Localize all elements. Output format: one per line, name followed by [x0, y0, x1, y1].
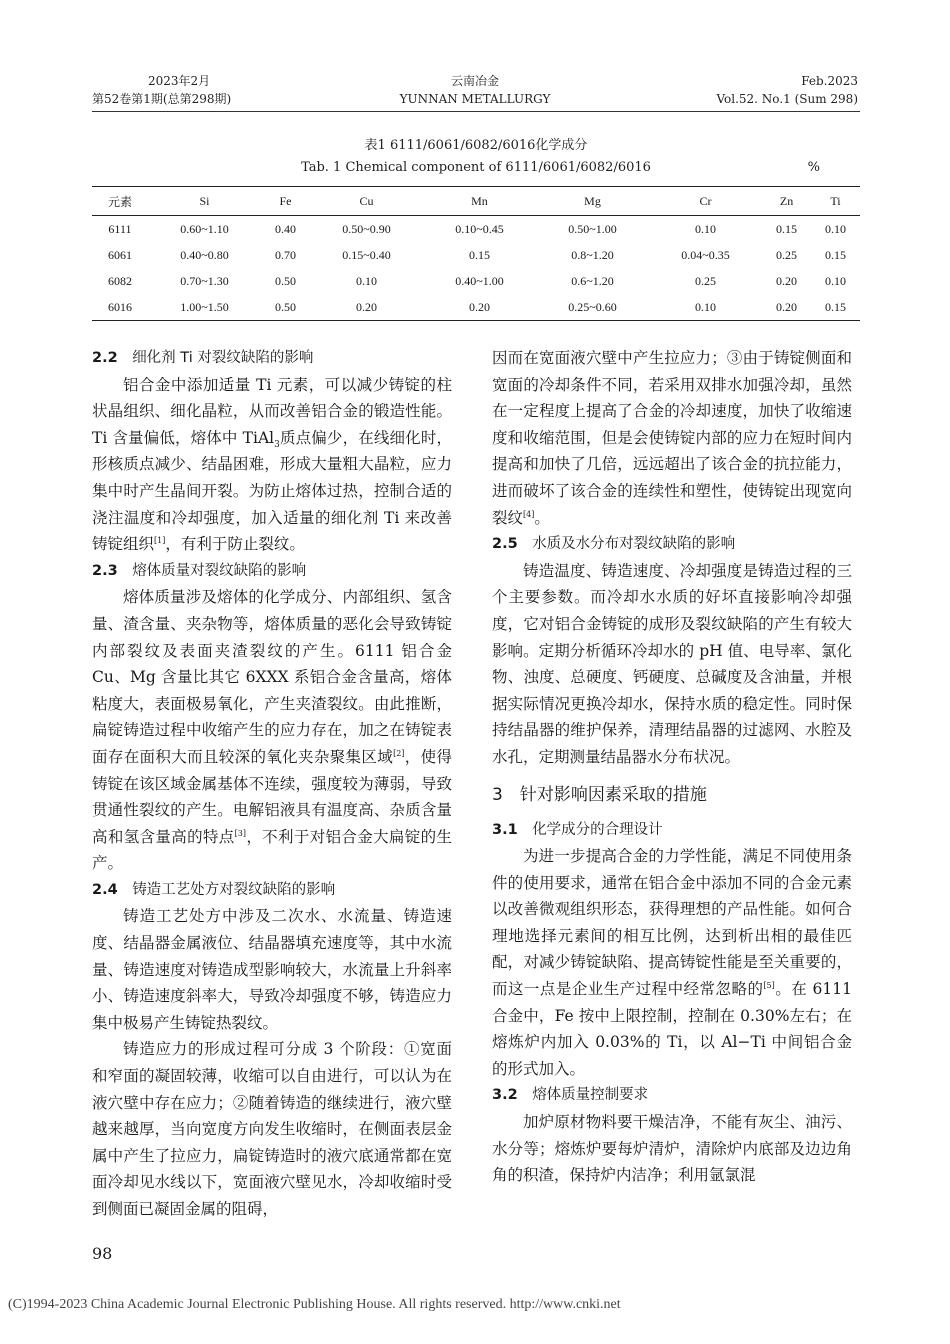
section-2-5-heading: [492, 531, 852, 558]
section-number: 2.2: [92, 350, 118, 366]
section-2-3-heading: [92, 558, 452, 585]
table-cell: 0.50~0.90: [342, 221, 391, 236]
header-rule: [92, 111, 860, 112]
text-run: 。在 6111 合金中，Fe 按中上限控制，控制在 0.30%左右；在熔炼炉内加入 0.03%的 Ti，以 Al−Ti 中间铝合金的形式加入。: [492, 980, 852, 1078]
section-title: 铸造工艺处方对裂纹缺陷的影响: [132, 881, 336, 898]
paragraph: [492, 345, 852, 531]
table-cell: 0.15: [825, 299, 846, 314]
col-header: Cr: [699, 193, 712, 208]
table-cell: 0.40: [274, 221, 296, 236]
table-caption-cn: 表1 6111/6061/6082/6016化学成分: [364, 138, 588, 153]
text-run: 因而在宽面液穴壁中产生拉应力；③由于铸锭侧面和宽面的冷却条件不同，若采用双排水加强冷却，虽然在一定程度上提高了合金的冷却速度，加快了收缩速度和收缩范围，但是会使铸锭内部的应力在短时间内提高和加快了几倍，远远超出了该合金的抗拉能力，进而破坏了该合金的连续性和塑性，使铸锭出现宽向裂纹: [492, 349, 852, 527]
text-run: ，使得铸锭在该区域金属基体不连续，强度较为薄弱，导致贯通性裂纹的产生。电解铝液具有温度高、杂质含量高和氢含量高的特点: [92, 747, 452, 846]
col-header: Mg: [584, 193, 601, 208]
table-cell: 0.15: [776, 221, 798, 236]
table-cell: 0.10~0.45: [455, 221, 504, 236]
table-cell: 6082: [107, 273, 132, 288]
section-3-1-heading: [492, 817, 852, 844]
table-cell: 1.00~1.50: [180, 299, 229, 314]
text-run: 质点偏少，在线细化时，形核质点减少、结晶困难，形成大量粗大晶粒，应力集中时产生晶间开裂。为防止熔体过热，控制合适的浇注温度和冷却强度，加入适量的细化剂 Ti 来改善铸锭组织: [92, 428, 452, 554]
col-header: Mn: [471, 193, 488, 208]
table-cell: 0.60~1.10: [180, 221, 229, 236]
text-run: 熔体质量涉及熔体的化学成分、内部组织、氢含量、渣含量、夹杂物等，熔体质量的恶化会导致铸锭内部裂纹及表面夹渣裂纹的产生。6111 铝合金 Cu、Mg 含量比其它 6XXX 系铝合金含量高，熔体粘度大，表面极易氧化，产生夹渣裂纹。由此推断，扁锭铸造过程中收缩产生的应力存在，加之在铸锭表面存在面积大而且较深的氧化夹杂聚集区域: [92, 588, 452, 766]
header-volume-en: Vol.52. No.1 (Sum 298): [716, 92, 858, 106]
col-header: Cu: [359, 193, 374, 208]
section-title: 细化剂 Ti 对裂纹缺陷的影响: [132, 350, 314, 366]
text-run: 。: [534, 508, 550, 527]
table-row: [92, 268, 860, 294]
table-cell: 6016: [107, 299, 132, 314]
section-2-4-heading: [92, 877, 452, 904]
paragraph: [92, 372, 452, 558]
col-header: 元素: [107, 194, 132, 209]
table-cell: 0.20: [355, 299, 377, 314]
section-title: 熔体质量对裂纹缺陷的影响: [132, 562, 307, 579]
table-unit: %: [807, 160, 820, 175]
table-cell: 0.6~1.20: [571, 273, 614, 288]
table-cell: 0.40~1.00: [455, 273, 504, 288]
table-cell: 0.50: [274, 299, 296, 314]
paragraph: 铸造温度、铸造速度、冷却强度是铸造过程的三个主要参数。而冷却水水质的好坏直接影响冷却强度，它对铝合金铸锭的成形及裂纹缺陷的产生有较大影响。定期分析循环冷却水的 pH 值、电导率、氯化物、浊度、总硬度、钙硬度、总碱度及含油量，并根据实际情况更换冷却水，保持水质的稳定性。同时保持结晶器的维护保养，清理结晶器的过滤网、水腔及水孔，定期测量结晶器水分布状况。: [492, 561, 852, 766]
table-cell: 0.15~0.40: [342, 247, 391, 262]
composition-table: [92, 186, 860, 321]
journal-title-cn: 云南冶金: [450, 74, 499, 88]
col-header: Fe: [279, 193, 292, 208]
paragraph: 加炉原材物料要干燥洁净，不能有灰尘、油污、水分等；熔炼炉要每炉清炉，清除炉内底部及边边角角的积渣，保持炉内洁净；利用氩氯混: [492, 1113, 852, 1185]
table-cell: 0.10: [825, 221, 846, 236]
header-right: [716, 72, 858, 108]
section-3-heading: 3 针对影响因素采取的措施: [492, 784, 707, 805]
paragraph: [92, 584, 452, 877]
header-date: 2023年2月: [148, 74, 211, 88]
table-row: [92, 294, 860, 321]
table-cell: 0.8~1.20: [571, 247, 614, 262]
section-2-2-heading: [92, 345, 452, 372]
citation: [2]: [393, 748, 405, 758]
paragraph: [492, 843, 852, 1082]
table-row: [92, 242, 860, 268]
text-run: ，有利于防止裂纹。: [165, 535, 305, 554]
col-header: Si: [199, 193, 210, 208]
text-run: 为进一步提高合金的力学性能，满足不同使用条件的使用要求，通常在铝合金中添加不同的合金元素以改善微观组织形态，获得理想的产品性能。如何合理地选择元素间的相互比例，达到析出相的最佳匹配，对减少铸锭缺陷、提高铸锭性能是至关重要的，而这一点是企业生产过程中经常忽略的: [492, 847, 852, 999]
table-cell: 0.04~0.35: [681, 247, 730, 262]
table-cell: 0.15: [825, 247, 846, 262]
journal-title-en: YUNNAN METALLURGY: [399, 92, 551, 106]
section-number: 2.3: [92, 562, 118, 579]
subscript: 3: [274, 439, 280, 450]
header-left: [92, 72, 231, 108]
paragraph: 铸造应力的形成过程可分成 3 个阶段：①宽面和窄面的凝固较薄，收缩可以自由进行，可以认为在液穴壁中存在应力；②随着铸造的继续进行，液穴壁越来越厚，当向宽度方向发生收缩时，在侧面表层金属中产生了拉应力，扁锭铸造时的液穴底通常都在宽面冷却见水线以下，宽面液穴壁见水，冷却收缩时受到侧面已凝固金属的阻碍，: [92, 1040, 452, 1218]
table-cell: 0.20: [776, 299, 798, 314]
copyright-footer: (C)1994-2023 China Academic Journal Electronic Publishing House. All rights reserved. http://www.cnki.net: [8, 1297, 621, 1312]
section-title: 水质及水分布对裂纹缺陷的影响: [532, 536, 736, 553]
table-cell: 0.70~1.30: [180, 273, 229, 288]
col-header: Ti: [830, 193, 841, 208]
table-header-row: [92, 187, 860, 216]
header-volume: 第52卷第1期(总第298期): [92, 92, 232, 106]
table-cell: 0.10: [355, 273, 377, 288]
table-cell: 0.25~0.60: [568, 299, 617, 314]
table-cell: 0.40~0.80: [180, 247, 229, 262]
section-title: 熔体质量控制要求: [532, 1087, 649, 1104]
col-header: Zn: [779, 193, 794, 208]
text-run: 铝合金中添加适量 Ti 元素，可以减少铸锭的柱状晶组织、细化晶粒，从而改善铝合金的锻造性能。Ti 含量偏低，熔体中 TiAl: [92, 375, 452, 447]
right-column: [492, 345, 852, 1189]
section-3-2-heading: [492, 1082, 852, 1109]
table-cell: 0.25: [776, 247, 798, 262]
table-cell: 0.25: [695, 273, 717, 288]
table-cell: 0.10: [695, 221, 717, 236]
table-cell: 6061: [107, 247, 132, 262]
table-cell: 0.15: [468, 247, 490, 262]
table-cell: 0.70: [274, 247, 296, 262]
page-number: 98: [92, 1244, 113, 1263]
header-date-en: Feb.2023: [801, 74, 858, 88]
header-center: [380, 72, 570, 108]
section-number: 3.2: [492, 1087, 518, 1104]
section-number: 3.1: [492, 821, 518, 838]
table-cell: 0.20: [776, 273, 798, 288]
citation: [3]: [234, 828, 246, 838]
left-column: [92, 345, 452, 1223]
section-number: 2.5: [492, 536, 518, 553]
table-cell: 0.10: [825, 273, 846, 288]
citation: [1]: [154, 536, 166, 545]
table-caption-en: Tab. 1 Chemical component of 6111/6061/6082/6016: [301, 160, 651, 175]
table-cell: 6111: [108, 221, 132, 236]
text-run: ，不利于对铝合金大扁锭的生产。: [92, 827, 452, 873]
table-cell: 0.50~1.00: [568, 221, 617, 236]
paragraph: 铸造工艺处方中涉及二次水、水流量、铸造速度、结晶器金属液位、结晶器填充速度等，其中水流量、铸造速度对铸造成型影响较大，水流量上升斜率小、铸造速度斜率大，导致冷却强度不够，铸造应力集中极易产生铸锭热裂纹。: [92, 907, 452, 1032]
section-title: 化学成分的合理设计: [532, 821, 663, 838]
table-cell: 0.10: [695, 299, 717, 314]
citation: [5]: [763, 980, 775, 990]
citation: [4]: [523, 509, 535, 519]
table-cell: 0.20: [468, 299, 490, 314]
table-cell: 0.50: [274, 273, 296, 288]
section-number: 2.4: [92, 881, 118, 898]
table-row: [92, 216, 860, 243]
